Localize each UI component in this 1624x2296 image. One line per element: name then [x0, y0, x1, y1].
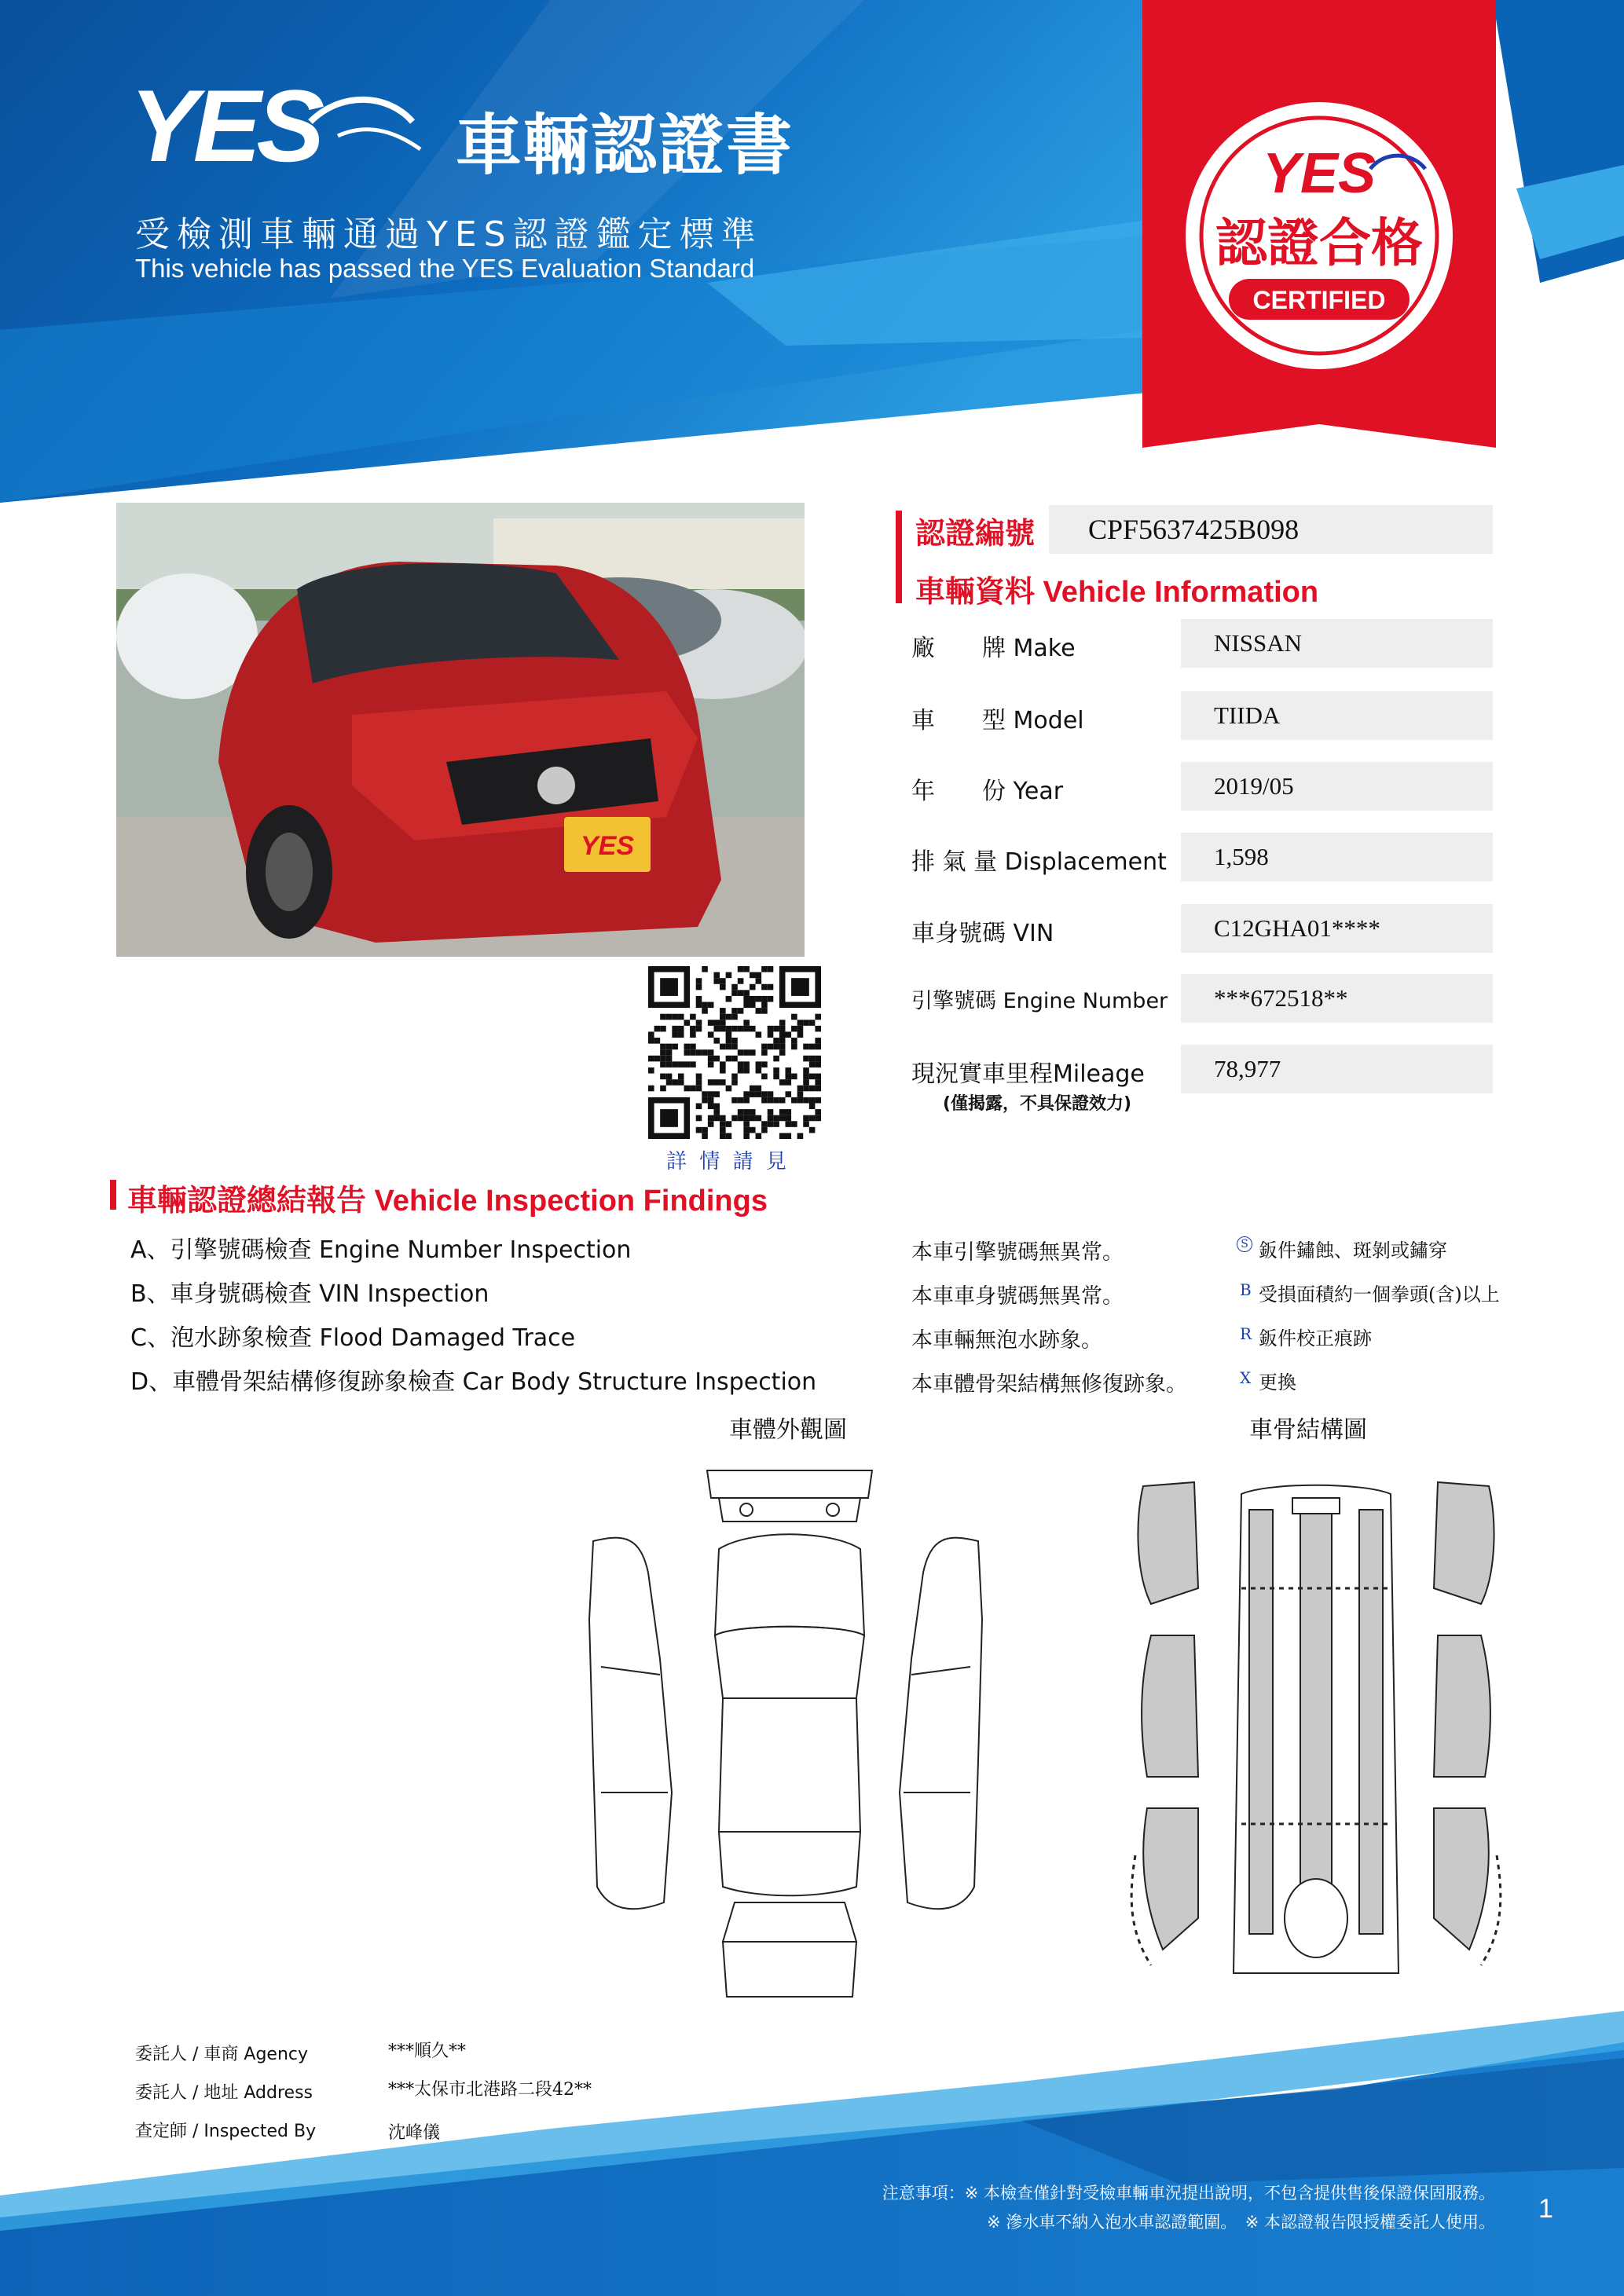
make-label: 廠 牌 Make — [911, 635, 1076, 662]
legend-text-x: 更換 — [1259, 1371, 1296, 1393]
footer-note-1: 注意事項：※ 本檢查僅針對受檢車輛車況提出說明，不包含提供售後保證保固服務。 — [882, 2184, 1495, 2203]
finding-a-result: 本車引擎號碼無異常。 — [911, 1240, 1124, 1265]
findings-title: 車輛認證總結報告 Vehicle Inspection Findings — [127, 1185, 768, 1218]
legend-symbol-b: B — [1240, 1280, 1252, 1299]
info-row-engine — [911, 974, 1493, 1023]
structure-left-rear — [1143, 1808, 1198, 1950]
structure-right-pillar — [1434, 1635, 1490, 1777]
engine-number-label: 引擎號碼 Engine Number — [911, 989, 1168, 1013]
exterior-left-side — [589, 1538, 672, 1910]
cert-number: CPF5637425B098 — [1049, 505, 1493, 554]
address-label: 委託人 / 地址 Address — [135, 2083, 313, 2103]
vin-value: C12GHA01**** — [1181, 904, 1493, 953]
info-row-mileage — [911, 1045, 1493, 1114]
exterior-hood — [715, 1534, 864, 1635]
finding-a-label: A、引擎號碼檢查 Engine Number Inspection — [130, 1236, 632, 1264]
badge-main-text: 認證合格 — [1215, 213, 1423, 273]
badge-logo: YES — [1262, 142, 1377, 205]
section-accent-bar — [896, 511, 902, 603]
finding-c-result: 本車輛無泡水跡象。 — [911, 1328, 1102, 1353]
structure-right-front-apron — [1434, 1482, 1494, 1604]
mileage-value: 78,977 — [1181, 1045, 1493, 1093]
info-row-displacement — [911, 833, 1493, 881]
document-title: 車輛認證書 — [456, 107, 794, 184]
info-row-year — [911, 762, 1493, 811]
engine-number-value: ***672518** — [1181, 974, 1493, 1023]
page-number: 1 — [1538, 2194, 1553, 2224]
exterior-diagram — [585, 1463, 986, 2008]
vin-label: 車身號碼 VIN — [911, 920, 1054, 947]
badge-ribbon: CERTIFIED — [1252, 286, 1386, 314]
license-plate-logo: YES — [580, 831, 635, 861]
legend-text-b: 受損面積約一個拳頭(含)以上 — [1259, 1283, 1500, 1305]
mileage-note: (僅揭露，不具保證效力) — [943, 1094, 1132, 1114]
finding-b-label: B、車身號碼檢查 VIN Inspection — [130, 1280, 489, 1308]
year-value: 2019/05 — [1181, 762, 1493, 811]
legend-symbol-x: X — [1240, 1368, 1252, 1387]
info-row-make — [911, 619, 1493, 668]
model-value: TIIDA — [1181, 691, 1493, 740]
agency-label: 委託人 / 車商 Agency — [135, 2045, 309, 2064]
subtitle-zh: 受檢測車輛通過YES認證鑑定標準 — [135, 214, 763, 255]
findings-accent-bar — [110, 1180, 116, 1210]
exterior-roof — [719, 1698, 860, 1832]
vehicle-info-title: 車輛資料 Vehicle Information — [915, 576, 1319, 609]
vehicle-photo — [116, 503, 805, 957]
structure-diagram — [1112, 1478, 1520, 1984]
certified-badge — [1142, 0, 1496, 455]
displacement-label: 排 氣 量 Displacement — [911, 848, 1167, 876]
structure-right-rear — [1434, 1808, 1489, 1950]
exterior-rear-bumper — [723, 1942, 856, 1997]
legend-symbol-r: R — [1240, 1324, 1252, 1343]
legend-text-s: 鈑件鏽蝕、斑剝或鏽穿 — [1259, 1240, 1447, 1262]
qr-caption: 詳 情 請 見 — [666, 1150, 790, 1174]
subtitle-en: This vehicle has passed the YES Evaluation Standard — [135, 254, 755, 283]
exterior-front-bumper — [707, 1470, 872, 1498]
displacement-value: 1,598 — [1181, 833, 1493, 881]
structure-spare-tire-well — [1285, 1879, 1347, 1957]
footer-note-2: ※ 滲水車不納入泡水車認證範圍。 ※ 本認證報告限授權委託人使用。 — [986, 2213, 1495, 2232]
legend-text-r: 鈑件校正痕跡 — [1259, 1327, 1372, 1349]
exterior-trunk — [723, 1902, 856, 1942]
structure-right-rail — [1359, 1510, 1383, 1934]
qr-code[interactable] — [648, 966, 821, 1142]
finding-d-label: D、車體骨架結構修復跡象檢查 Car Body Structure Inspection — [130, 1368, 817, 1396]
exterior-diagram-title: 車體外觀圖 — [729, 1416, 847, 1444]
info-row-model — [911, 691, 1493, 740]
legend-symbol-s: S — [1237, 1236, 1252, 1252]
inspector-value: 沈峰儀 — [388, 2123, 441, 2143]
cert-number-label: 認證編號 — [915, 518, 1036, 551]
exterior-windshield — [715, 1627, 864, 1698]
finding-c-label: C、泡水跡象檢查 Flood Damaged Trace — [130, 1324, 576, 1352]
finding-d-result: 本車體骨架結構無修復跡象。 — [911, 1372, 1187, 1397]
structure-left-front-apron — [1138, 1482, 1198, 1604]
model-label: 車 型 Model — [911, 707, 1084, 734]
structure-diagram-title: 車骨結構圖 — [1249, 1416, 1367, 1444]
exterior-right-side — [900, 1538, 982, 1910]
year-label: 年 份 Year — [911, 778, 1064, 805]
structure-left-pillar — [1142, 1635, 1198, 1777]
agency-value: ***順久** — [388, 2041, 467, 2061]
mileage-label: 現況實車里程Mileage — [911, 1060, 1145, 1088]
address-value: ***太保市北港路二段42** — [388, 2080, 592, 2100]
info-row-vin — [911, 904, 1493, 953]
svg-text:YES: YES — [130, 75, 321, 183]
exterior-rear-glass — [719, 1832, 860, 1895]
yes-logo — [130, 75, 428, 188]
finding-b-result: 本車車身號碼無異常。 — [911, 1284, 1124, 1309]
make-value: NISSAN — [1181, 619, 1493, 668]
inspector-label: 查定師 / Inspected By — [135, 2122, 317, 2141]
structure-left-rail — [1249, 1510, 1273, 1934]
